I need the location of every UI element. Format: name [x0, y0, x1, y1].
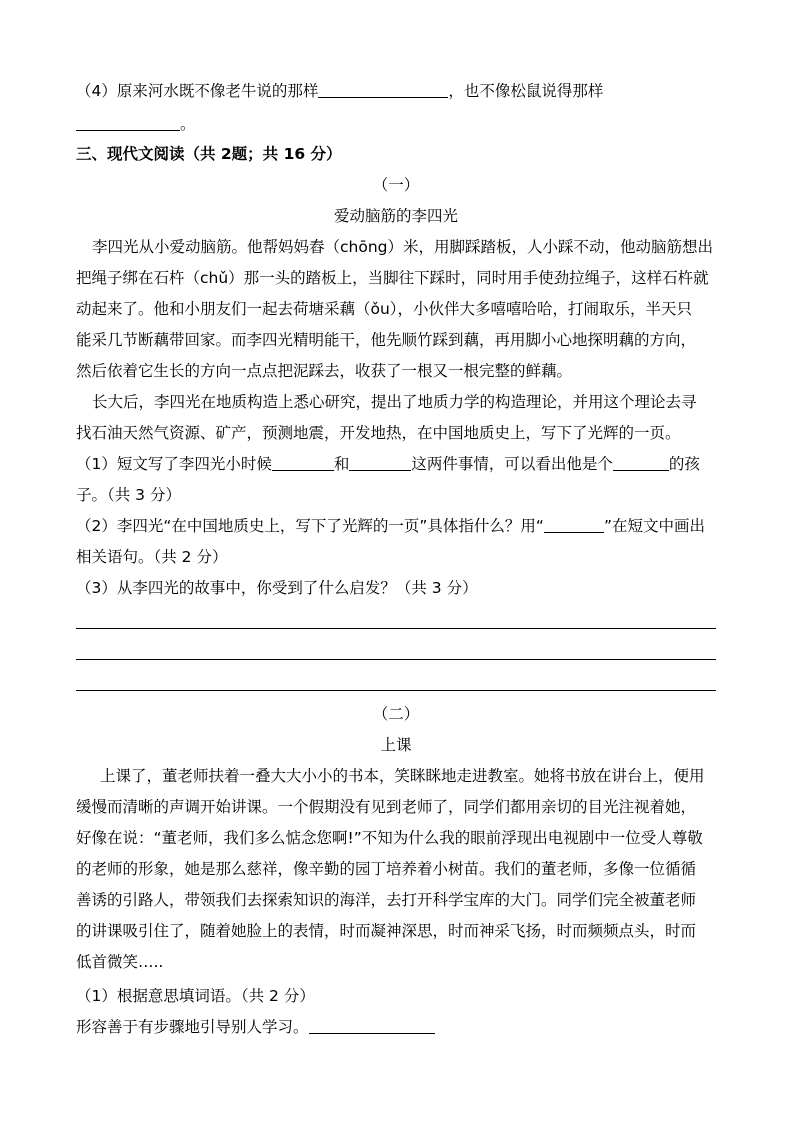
answer-blank[interactable]: [318, 81, 448, 98]
paragraph-line: 找石油天然气资源、矿产，预测地震，开发地热，在中国地质史上，写下了光辉的一页。: [76, 424, 681, 442]
paragraph-line: 把绳子绑在石杵（chǔ）那一头的踏板上，当脚往下踩时，同时用手使劲拉绳子，这样石杵就: [76, 269, 709, 287]
question-2-cont: 相关语句。（共 2 分）: [76, 548, 228, 566]
paragraph-line: 缓慢而清晰的声调开始讲课。一个假期没有见到老师了，同学们都用亲切的目光注视着她，: [76, 798, 697, 816]
question-1-cont: 子。（共 3 分）: [76, 486, 181, 504]
answer-line[interactable]: [76, 659, 716, 660]
question-1: （1）根据意思填词语。（共 2 分）: [76, 987, 315, 1005]
question-2: （2）李四光“在中国地质史上，写下了光辉的一页”具体指什么？用“ ”在短文中画出: [76, 517, 705, 535]
q4-line2: 。: [76, 113, 716, 135]
section-heading: 三、现代文阅读（共 2题；共 16 分）: [76, 145, 342, 163]
underline-sample: [544, 516, 604, 533]
paragraph-line: 低首微笑…..: [76, 953, 164, 971]
paragraph-line: 的老师的形象，她是那么慈祥，像辛勤的园丁培养着小树苗。我们的董老师，多像一位循循: [76, 860, 697, 878]
q4-line1: （4）原来河水既不像老牛说的那样 ，也不像松鼠说得那样: [76, 82, 604, 100]
answer-blank[interactable]: [272, 454, 334, 471]
passage-number: （二）: [372, 705, 420, 723]
paragraph-line: 能采几节断藕带回家。而李四光精明能干，他先顺竹踩到藕，再用脚小心地探明藕的方向，: [76, 331, 697, 349]
question-3: （3）从李四光的故事中，你受到了什么启发？（共 3 分）: [76, 579, 478, 597]
question-1-item: 形容善于有步骤地引导别人学习。: [76, 1016, 716, 1038]
question-1: （1）短文写了李四光小时候 和 这两件事情，可以看出他是个 的孩: [76, 455, 700, 473]
paragraph-line: 好像在说：“董老师，我们多么惦念您啊!”不知为什么我的眼前浮现出电视剧中一位受人尊敬: [76, 829, 703, 847]
answer-blank[interactable]: [613, 454, 669, 471]
paragraph-line: 上课了，董老师扶着一叠大大小小的书本，笑眯眯地走进教室。她将书放在讲台上，便用: [100, 767, 705, 785]
answer-blank[interactable]: [309, 1017, 435, 1034]
paragraph-line: 然后依着它生长的方向一点点把泥踩去，收获了一根又一根完整的鲜藕。: [76, 362, 573, 380]
paragraph-line: 动起来了。他和小朋友们一起去荷塘采藕（ǒu），小伙伴大多嘻嘻哈哈，打闹取乐，半天只: [76, 300, 693, 318]
passage-title: 爱动脑筋的李四光: [333, 207, 458, 225]
passage-title: 上课: [380, 736, 412, 754]
paragraph-line: 的讲课吸引住了，随着她脸上的表情，时而凝神深思，时而神采飞扬，时而频频点头，时而: [76, 922, 697, 940]
passage-number: （一）: [372, 176, 420, 194]
paragraph-line: 善诱的引路人，带领我们去探索知识的海洋，去打开科学宝库的大门。同学们完全被董老师: [76, 891, 697, 909]
answer-line[interactable]: [76, 690, 716, 691]
paragraph-line: 长大后，李四光在地质构造上悉心研究，提出了地质力学的构造理论，并用这个理论去寻: [92, 393, 697, 411]
answer-line[interactable]: [76, 628, 716, 629]
answer-blank[interactable]: [76, 114, 180, 131]
paragraph-line: 李四光从小爱动脑筋。他帮妈妈舂（chōng）米，用脚踩踏板，人小踩不动，他动脑筋想出: [92, 238, 713, 256]
answer-blank[interactable]: [349, 454, 411, 471]
